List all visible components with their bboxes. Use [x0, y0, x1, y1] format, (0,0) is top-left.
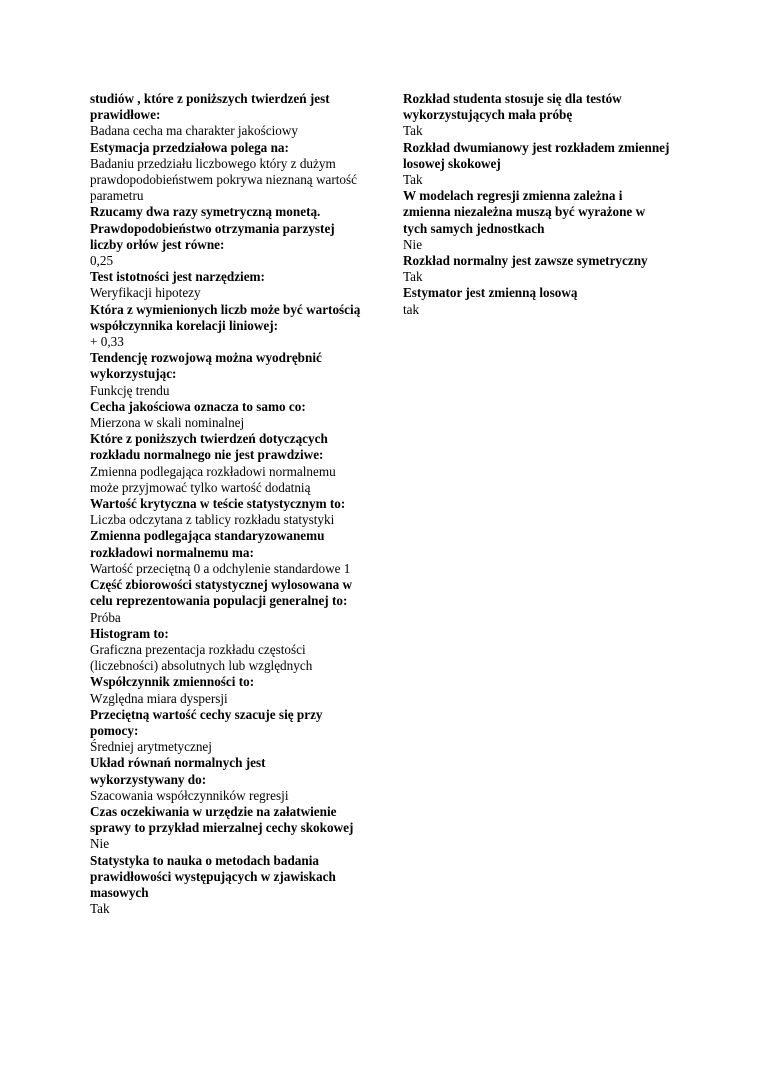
qa-item: [90, 755, 362, 804]
question-text: Test istotności jest narzędziem:: [90, 269, 265, 285]
qa-item: [403, 188, 671, 253]
left-column: [90, 91, 362, 917]
answer-text: Tak: [403, 269, 423, 285]
question-text: Cecha jakościowa oznacza to samo co:: [90, 398, 306, 414]
qa-item: [90, 431, 362, 496]
qa-item: [90, 626, 362, 675]
answer-text: Nie: [403, 236, 423, 252]
answer-text: Zmienna podlegająca rozkładowi normalnemu może przyjmować tylko wartość dodatnią: [90, 463, 336, 495]
answer-text: Tak: [403, 123, 423, 139]
qa-item: [90, 496, 362, 528]
answer-text: Funkcję trendu: [90, 382, 170, 398]
answer-text: + 0,33: [90, 334, 124, 350]
question-text: Estymator jest zmienną losową: [403, 285, 578, 301]
answer-text: Graficzna prezentacja rozkładu częstości (liczebności) absolutnych lub względnych: [90, 641, 313, 674]
question-text: Część zbiorowości statystycznej wylosowana w celu reprezentowania populacji generalnej to:: [90, 577, 352, 609]
qa-item: [403, 285, 671, 317]
answer-text: Badaniu przedziału liczbowego który z dużym prawdopodobieństwem pokrywa nieznaną wartość parametru: [90, 155, 357, 204]
answer-text: Tak: [90, 901, 110, 917]
qa-item: [90, 204, 362, 269]
qa-item: [90, 528, 362, 577]
question-text: Statystyka to nauka o metodach badania prawidłowości występujących w zjawiskach masowych: [90, 852, 336, 900]
question-text: Współczynnik zmienności to:: [90, 674, 255, 690]
answer-text: Nie: [90, 836, 110, 852]
question-text: Histogram to:: [90, 625, 169, 641]
question-text: Rozkład normalny jest zawsze symetryczny: [403, 253, 648, 269]
qa-item: [90, 269, 362, 301]
answer-text: Średniej arytmetycznej: [90, 739, 212, 755]
question-text: Układ równań normalnych jest wykorzystywany do:: [90, 755, 266, 787]
qa-item: [90, 577, 362, 626]
answer-text: Liczba odczytana z tablicy rozkładu statystyki: [90, 512, 335, 528]
qa-item: [90, 140, 362, 205]
question-text: Które z poniższych twierdzeń dotyczących rozkładu normalnego nie jest prawdziwe:: [90, 431, 328, 463]
answer-text: Szacowania współczynników regresji: [90, 787, 289, 803]
question-text: Czas oczekiwania w urzędzie na załatwienie sprawy to przykład mierzalnej cechy skokowej: [90, 803, 354, 836]
qa-item: [90, 674, 362, 706]
question-text: Która z wymienionych liczb może być wartością współczynnika korelacji liniowej:: [90, 301, 361, 333]
answer-text: 0,25: [90, 253, 114, 269]
question-text: Wartość krytyczna w teście statystycznym to:: [90, 496, 346, 512]
answer-text: Próba: [90, 609, 121, 625]
answer-text: Tak: [403, 172, 423, 188]
question-text: Rozkład dwumianowy jest rozkładem zmiennej losowej skokowej: [403, 139, 670, 171]
right-column: [403, 91, 671, 318]
question-text: Rzucamy dwa razy symetryczną monetą. Prawdopodobieństwo otrzymania parzystej liczby orłów jest równe:: [90, 204, 335, 252]
answer-text: Weryfikacji hipotezy: [90, 285, 201, 301]
question-text: Tendencję rozwojową można wyodrębnić wykorzystując:: [90, 350, 322, 382]
qa-item: [403, 253, 671, 285]
qa-item: [90, 302, 362, 351]
qa-item: [90, 350, 362, 399]
qa-item: [90, 804, 362, 853]
qa-item: [90, 707, 362, 756]
question-text: studiów , które z poniższych twierdzeń jest prawidłowe:: [90, 91, 330, 123]
qa-item: [90, 91, 362, 140]
answer-text: Mierzona w skali nominalnej: [90, 415, 245, 431]
question-text: Zmienna podlegająca standaryzowanemu rozkładowi normalnemu ma:: [90, 528, 325, 560]
qa-item: [90, 399, 362, 431]
question-text: Rozkład studenta stosuje się dla testów wykorzystujących mała próbę: [403, 91, 622, 123]
answer-text: Względna miara dyspersji: [90, 690, 228, 706]
answer-text: Badana cecha ma charakter jakościowy: [90, 123, 298, 139]
question-text: W modelach regresji zmienna zależna i zmienna niezależna muszą być wyrażone w tych samych jednostkach: [403, 188, 646, 236]
qa-item: [403, 91, 671, 140]
qa-item: [90, 853, 362, 918]
answer-text: Wartość przeciętną 0 a odchylenie standardowe 1: [90, 560, 351, 576]
qa-item: [403, 140, 671, 189]
question-text: Estymacja przedziałowa polega na:: [90, 139, 289, 155]
question-text: Przeciętną wartość cechy szacuje się przy pomocy:: [90, 706, 323, 738]
answer-text: tak: [403, 301, 420, 317]
